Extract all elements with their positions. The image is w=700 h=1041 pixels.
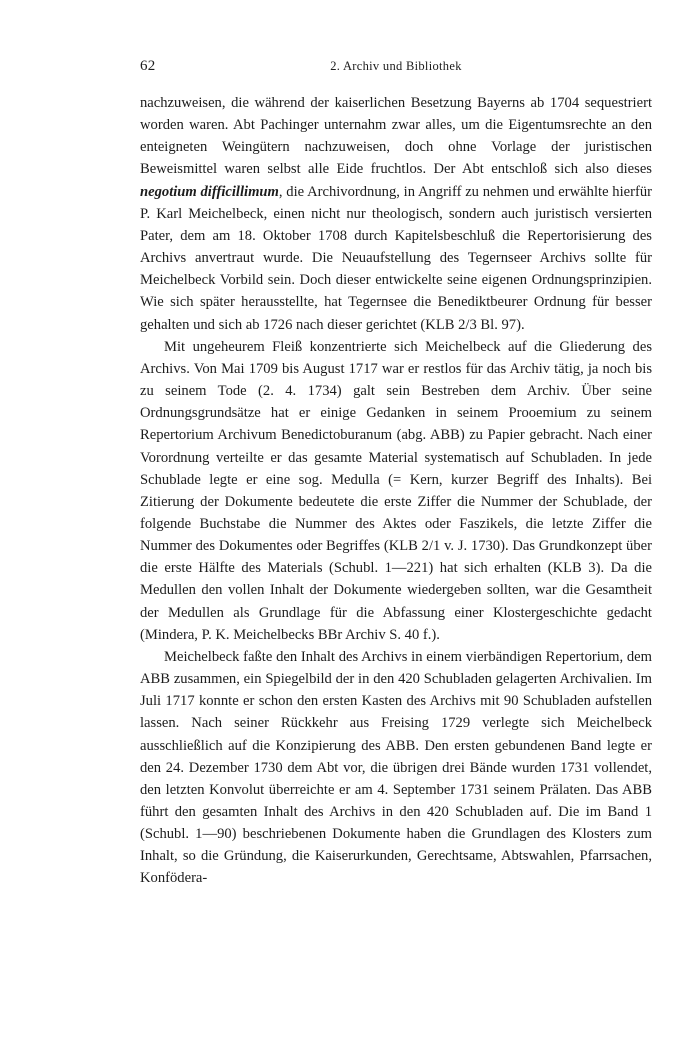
paragraph-1 [140, 92, 652, 336]
paragraph-1-text-after: , die Archivordnung, in Angriff zu nehmen und erwählte hierfür P. Karl Meichelbeck, einen nicht nur theologisch, sondern auch juristisch versierten Pater, dem am 18. Oktober 1708 durch Kapitelsbeschluß die Repertorisierung des Archivs anvertraut wurde. Die Neuaufstellung des Tegernseer Archivs sollte für Meichelbeck Vorbild sein. Doch dieser entwickelte seine eigenen Ordnungsprinzipien. Wie sich später herausstellte, hat Tegernsee die Benediktbeurer Ordnung für besser gehalten und sich ab 1726 nach dieser gerichtet (KLB 2/3 Bl. 97). [140, 183, 652, 333]
body-text [140, 92, 652, 890]
page-number: 62 [140, 58, 156, 74]
running-head: 2. Archiv und Bibliothek [330, 59, 462, 73]
paragraph-3: Meichelbeck faßte den Inhalt des Archivs in einem vierbändigen Repertorium, dem ABB zusammen, ein Spiegelbild der in den 420 Schubladen gelagerten Archivalien. Im Juli 1717 konnte er schon den ersten Kasten des Archivs mit 90 Schubladen aufstellen lassen. Nach seiner Rückkehr aus Freising 1729 verlegte sich Meichelbeck ausschließlich auf die Konzipierung des ABB. Den ersten gebundenen Band legte er den 24. Dezember 1730 dem Abt vor, die übrigen drei Bände wurden 1731 vollendet, den letzten Konvolut überreichte er am 4. September 1731 seinem Prälaten. Das ABB führt den gesamten Inhalt des Archivs in den 420 Schubladen auf. Die im Band 1 (Schubl. 1—90) beschriebenen Dokumente haben die Grundlagen des Klosters zum Inhalt, so die Gründung, die Kaiserurkunden, Gerechtsame, Abtswahlen, Pfarrsachen, Konfödera- [140, 648, 652, 887]
page-header [140, 58, 652, 78]
emphasis-latin-phrase: negotium difficillimum [140, 183, 279, 200]
paragraph-2: Mit ungeheurem Fleiß konzentrierte sich Meichelbeck auf die Gliederung des Archivs. Von Mai 1709 bis August 1717 war er restlos für das Archiv tätig, ja noch bis zu seinem Tode (2. 4. 1734) galt sein Bestreben dem Archiv. Über seine Ordnungsgrundsätze hat er einige Gedanken in seinem Prooemium zu seinem Repertorium Archivum Benedictoburanum (abg. ABB) zu Papier gebracht. Nach einer Vorordnung verteilte er das gesamte Material systematisch auf Schubladen. In jede Schublade legte er eine sog. Medulla (= Kern, kurzer Begriff des Inhalts). Bei Zitierung der Dokumente bedeutete die erste Ziffer die Nummer der Schublade, der folgende Buchstabe die Nummer des Aktes oder Faszikels, die letzte Ziffer die Nummer des Dokumentes oder Begriffes (KLB 2/1 v. J. 1730). Das Grundkonzept über die erste Hälfte des Materials (Schubl. 1—221) hat sich erhalten (KLB 3). Da die Medullen den vollen Inhalt der Dokumente wiedergeben sollten, war die Gesamtheit der Medullen als Grundlage für die Abfassung einer Klostergeschichte gedacht (Mindera, P. K. Meichelbecks BBr Archiv S. 40 f.). [140, 338, 652, 643]
paragraph-1-text-before: nachzuweisen, die während der kaiserlichen Besetzung Bayerns ab 1704 sequestriert worden waren. Abt Pachinger unternahm zwar alles, um die Eigentumsrechte an den enteigneten Weingütern nachzuweisen, doch ohne Vorlage der juristischen Beweismittel waren selbst alle Eide fruchtlos. Der Abt entschloß sich also dieses [140, 95, 652, 178]
